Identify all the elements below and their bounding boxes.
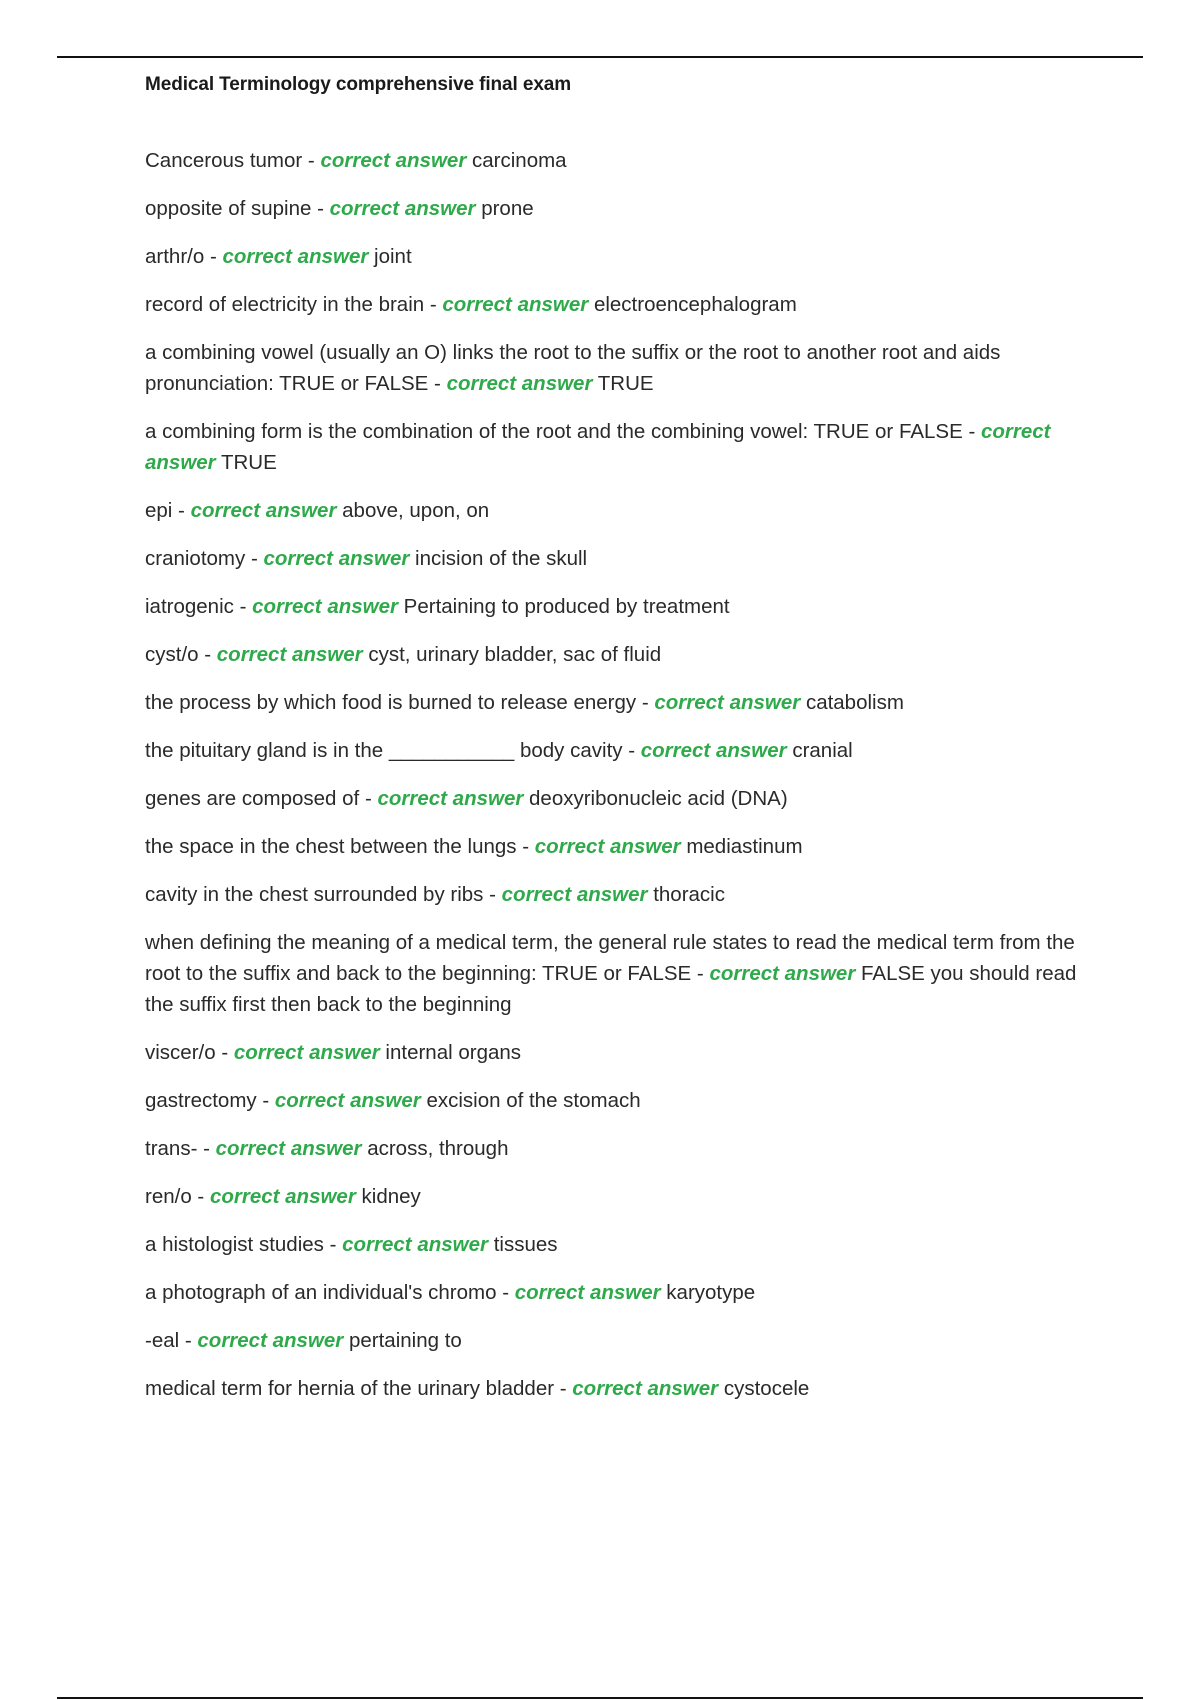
question-text: opposite of supine <box>145 197 312 220</box>
separator: - <box>197 1137 216 1160</box>
answer-text: prone <box>481 197 534 220</box>
separator: - <box>302 149 321 172</box>
question-text: medical term for hernia of the urinary bladder <box>145 1377 555 1400</box>
question-text: the process by which food is burned to release energy <box>145 691 637 714</box>
answer-label: correct answer <box>252 595 398 618</box>
separator: - <box>311 197 330 220</box>
separator: - <box>204 245 223 268</box>
separator: - <box>191 1185 210 1208</box>
list-item <box>145 783 1095 814</box>
list-item <box>145 1373 1095 1404</box>
answer-label: correct answer <box>534 835 681 858</box>
question-text: record of electricity in the brain <box>145 293 425 316</box>
list-item <box>145 927 1095 1020</box>
answer-label: correct answer <box>377 787 524 810</box>
answer-text: joint <box>374 245 412 268</box>
question-text: a photograph of an individual's chromo <box>145 1281 497 1304</box>
answer-text: cystocele <box>723 1377 810 1400</box>
answer-label: correct answer <box>320 149 467 172</box>
answer-text: mediastinum <box>686 835 803 858</box>
question-text: the space in the chest between the lungs <box>145 835 517 858</box>
list-item <box>145 241 1095 272</box>
answer-label: correct answer <box>572 1377 719 1400</box>
answer-text: cyst, urinary bladder, sac of fluid <box>368 643 662 666</box>
separator: - <box>554 1377 573 1400</box>
question-text: a combining vowel (usually an O) links the root to the suffix or the root to another root and aids pronunciation: TRUE or FALSE <box>145 341 1001 395</box>
answer-label: correct answer <box>514 1281 661 1304</box>
question-text: genes are composed of <box>145 787 360 810</box>
answer-label: correct answer <box>446 372 593 395</box>
answer-label: correct answer <box>442 293 589 316</box>
separator: - <box>691 962 710 985</box>
question-text: cavity in the chest surrounded by ribs <box>145 883 484 906</box>
question-text: epi <box>145 499 173 522</box>
list-item <box>145 591 1095 622</box>
separator: - <box>179 1329 198 1352</box>
separator: - <box>962 420 981 443</box>
separator: - <box>516 835 535 858</box>
separator: - <box>483 883 502 906</box>
list-item <box>145 337 1095 399</box>
list-item <box>145 1085 1095 1116</box>
answer-label: correct answer <box>501 883 648 906</box>
list-item <box>145 543 1095 574</box>
list-item <box>145 687 1095 718</box>
answer-label: correct answer <box>263 547 410 570</box>
question-text: cyst/o <box>145 643 199 666</box>
separator: - <box>198 643 217 666</box>
list-item <box>145 1277 1095 1308</box>
answer-label: correct answer <box>209 1185 356 1208</box>
question-text: -eal <box>145 1329 180 1352</box>
answer-text: karyotype <box>666 1281 756 1304</box>
answer-text: catabolism <box>805 691 904 714</box>
answer-label: correct answer <box>233 1041 380 1064</box>
separator: - <box>359 787 378 810</box>
answer-label: correct answer <box>640 739 787 762</box>
answer-text: TRUE <box>597 372 654 395</box>
list-item <box>145 289 1095 320</box>
answer-label: correct answer <box>190 499 337 522</box>
answer-text: Pertaining to produced by treatment <box>403 595 730 618</box>
answer-label: correct answer <box>654 691 801 714</box>
answer-label: correct answer <box>145 420 1051 474</box>
list-item <box>145 1037 1095 1068</box>
page-title: Medical Terminology comprehensive final exam <box>145 74 572 95</box>
question-text: when defining the meaning of a medical term, the general rule states to read the medical term from the root to the suffix and back to the beginning: TRUE or FALSE <box>145 931 1075 985</box>
question-text: a histologist studies <box>145 1233 324 1256</box>
answer-text: cranial <box>792 739 853 762</box>
question-text: trans- <box>145 1137 198 1160</box>
list-item <box>145 145 1095 176</box>
question-text: the pituitary gland is in the ___________ body cavity <box>145 739 623 762</box>
answer-text: carcinoma <box>472 149 567 172</box>
separator: - <box>245 547 264 570</box>
separator: - <box>622 739 641 762</box>
answer-label: correct answer <box>329 197 476 220</box>
separator: - <box>428 372 447 395</box>
answer-label: correct answer <box>215 1137 362 1160</box>
answer-text: incision of the skull <box>415 547 588 570</box>
separator: - <box>496 1281 515 1304</box>
answer-text: FALSE you should read the suffix first then back to the beginning <box>145 962 1077 1016</box>
answer-label: correct answer <box>709 962 856 985</box>
separator: - <box>424 293 443 316</box>
answer-text: thoracic <box>653 883 725 906</box>
answer-text: excision of the stomach <box>426 1089 641 1112</box>
answer-text: electroencephalogram <box>593 293 797 316</box>
question-text: ren/o <box>145 1185 192 1208</box>
qa-list <box>145 145 1095 1421</box>
separator: - <box>215 1041 234 1064</box>
list-item <box>145 639 1095 670</box>
question-text: a combining form is the combination of the root and the combining vowel: TRUE or FALSE <box>145 420 963 443</box>
separator: - <box>323 1233 343 1256</box>
answer-text: tissues <box>493 1233 558 1256</box>
answer-label: correct answer <box>342 1233 488 1256</box>
answer-text: TRUE <box>220 451 277 474</box>
list-item <box>145 416 1095 478</box>
answer-label: correct answer <box>222 245 369 268</box>
separator: - <box>636 691 655 714</box>
question-text: gastrectomy <box>145 1089 257 1112</box>
answer-label: correct answer <box>197 1329 344 1352</box>
answer-text: pertaining to <box>348 1329 462 1352</box>
question-text: viscer/o <box>145 1041 216 1064</box>
list-item <box>145 879 1095 910</box>
answer-text: kidney <box>361 1185 421 1208</box>
list-item <box>145 1133 1095 1164</box>
answer-label: correct answer <box>274 1089 421 1112</box>
footer-rule <box>57 1697 1143 1699</box>
answer-text: deoxyribonucleic acid (DNA) <box>529 787 788 810</box>
separator: - <box>256 1089 275 1112</box>
list-item <box>145 735 1095 766</box>
separator: - <box>233 595 253 618</box>
list-item <box>145 193 1095 224</box>
header-rule <box>57 56 1143 58</box>
question-text: craniotomy <box>145 547 246 570</box>
list-item <box>145 1325 1095 1356</box>
list-item <box>145 831 1095 862</box>
list-item <box>145 1181 1095 1212</box>
question-text: iatrogenic <box>145 595 234 618</box>
answer-text: across, through <box>367 1137 509 1160</box>
list-item <box>145 495 1095 526</box>
answer-label: correct answer <box>216 643 363 666</box>
list-item <box>145 1229 1095 1260</box>
question-text: Cancerous tumor <box>145 149 303 172</box>
question-text: arthr/o <box>145 245 205 268</box>
answer-text: internal organs <box>385 1041 522 1064</box>
separator: - <box>172 499 191 522</box>
answer-text: above, upon, on <box>342 499 490 522</box>
